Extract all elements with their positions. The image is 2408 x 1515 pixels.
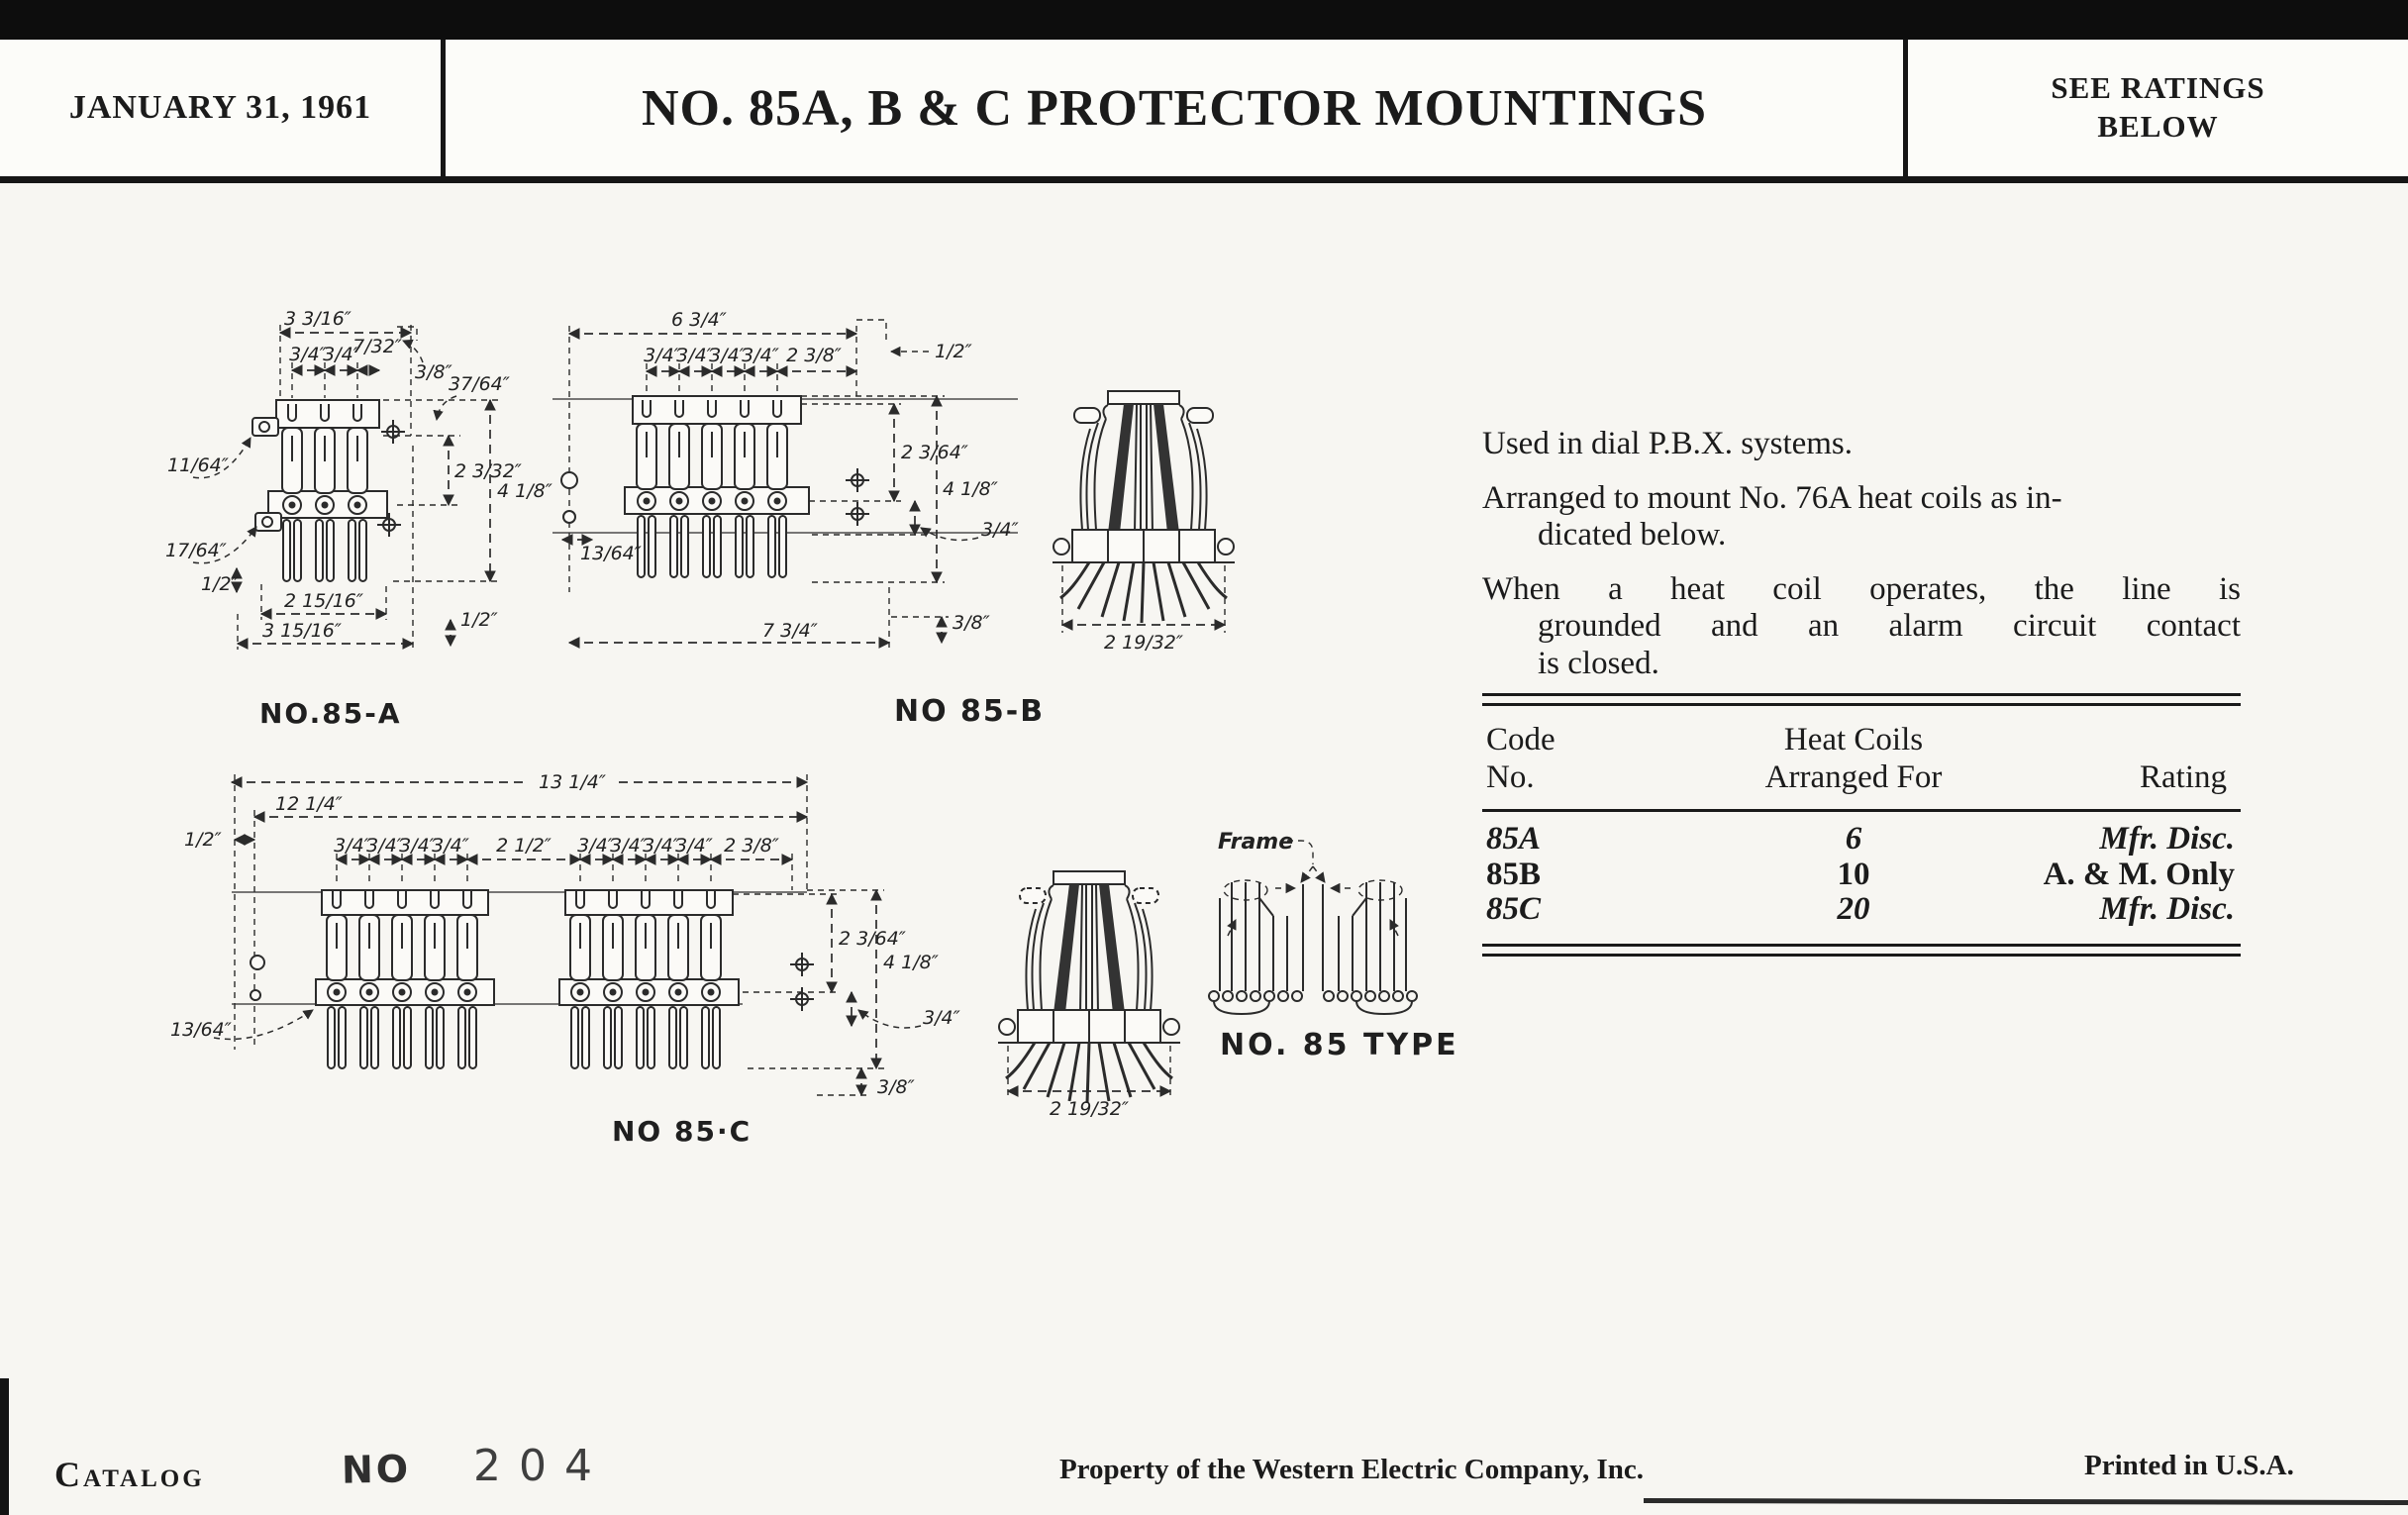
- table-header-row: [1482, 706, 2241, 809]
- note-operation: [1482, 571, 2241, 683]
- notes: [1482, 426, 2241, 700]
- note-operation-line2: grounded and an alarm circuit contact: [1538, 608, 2241, 645]
- dim-label: 13/64″: [170, 1019, 232, 1041]
- dim-label: 3/4″: [289, 344, 327, 365]
- dim-label: 4 1/8″: [943, 478, 998, 500]
- col-header-rating: Rating: [2140, 758, 2227, 795]
- dim-label: 4 1/8″: [497, 480, 552, 502]
- figure-85c-label: NO 85·C: [612, 1115, 752, 1148]
- property-notice: Property of the Western Electric Company, Inc.: [1058, 1454, 1645, 1485]
- dim-label: 2 3/8″: [786, 345, 842, 366]
- dim-label: 3/4″: [675, 835, 713, 857]
- scan-top-edge: [0, 0, 2408, 40]
- figure-85b-drawing: [552, 290, 1048, 746]
- dim-label: 7/32″: [352, 336, 402, 357]
- dim-label: 2 3/8″: [724, 835, 779, 857]
- dim-label: 3/4″: [981, 519, 1019, 541]
- dim-label: 3/8″: [415, 361, 452, 383]
- catalog-label: Catalog: [54, 1455, 205, 1494]
- ratings-note-line2: BELOW: [2097, 109, 2219, 144]
- frame-callout-label: Frame: [1218, 830, 1294, 855]
- figure-type-label: NO. 85 TYPE: [1220, 1028, 1459, 1062]
- catalog-number-stamp: 204: [473, 1441, 610, 1491]
- dim-label: 37/64″: [449, 373, 510, 395]
- dim-label: 3/4″: [676, 345, 714, 366]
- dim-label: 3/8″: [877, 1076, 915, 1098]
- dim-label: 3/4″: [577, 835, 615, 857]
- dim-label: 3/4″: [334, 835, 371, 857]
- col-header-heat-coils: Heat Coils Arranged For: [1764, 722, 1943, 795]
- dim-label: 2 19/32″: [1104, 632, 1183, 654]
- dim-label: 3 3/16″: [284, 308, 351, 330]
- dim-label: 1/2″: [201, 573, 239, 595]
- dim-label: 3/4″: [742, 345, 779, 366]
- figure-85a-drawing: [163, 287, 579, 753]
- header: [0, 40, 2408, 183]
- protector-pictorial-upper: [1045, 389, 1243, 655]
- dim-label: 2 1/2″: [496, 835, 552, 857]
- catalog-no-stamp: NO: [341, 1447, 412, 1492]
- table-body: [1482, 812, 2241, 944]
- dim-label: 3/4″: [399, 835, 437, 857]
- scan-bottom-line: [1644, 1498, 2408, 1505]
- figure-85b-label: NO 85-B: [894, 694, 1046, 729]
- col-header-code: Code No.: [1486, 722, 1555, 795]
- dim-label: 12 1/4″: [275, 793, 343, 815]
- dim-label: 11/64″: [167, 454, 229, 476]
- dim-label: 1/2″: [460, 609, 498, 631]
- ratings-table: [1482, 693, 2241, 957]
- dim-label: 3/4″: [709, 345, 747, 366]
- note-heat-coils: [1482, 480, 2241, 555]
- table-rule-top: [1482, 693, 2241, 706]
- dim-label: 3/4″: [323, 344, 360, 365]
- table-row: 85B 10 A. & M. Only: [1486, 856, 2235, 892]
- dim-label: 1/2″: [935, 341, 972, 362]
- header-ratings-cell: [1903, 40, 2408, 176]
- note-operation-line1: When a heat coil operates, the line is: [1482, 570, 2241, 607]
- dim-label: 7 3/4″: [762, 620, 818, 642]
- dim-label: 2 3/32″: [454, 460, 522, 482]
- frame-schematic: [1204, 825, 1437, 1018]
- figure-85a-label: NO.85-A: [259, 697, 402, 730]
- scan-corner-left: [0, 1378, 9, 1515]
- ratings-note-line1: SEE RATINGS: [2051, 70, 2265, 106]
- header-date-cell: [0, 40, 446, 176]
- dim-label: 4 1/8″: [883, 952, 939, 973]
- dim-label: 3/4″: [610, 835, 648, 857]
- dim-label: 3/4″: [644, 345, 681, 366]
- dim-label: 3/8″: [953, 612, 990, 634]
- dim-label: 3/4″: [923, 1007, 960, 1029]
- dim-label: 3/4″: [366, 835, 404, 857]
- note-heat-coils-line2: dicated below.: [1538, 517, 1727, 554]
- table-row: 85A 6 Mfr. Disc.: [1486, 820, 2235, 857]
- table-row: 85C 20 Mfr. Disc.: [1486, 891, 2235, 928]
- dim-label: 1/2″: [184, 829, 222, 851]
- dim-label: 6 3/4″: [671, 309, 727, 331]
- dim-label: 2 3/64″: [839, 928, 906, 950]
- note-heat-coils-line1: Arranged to mount No. 76A heat coils as in-: [1482, 479, 2062, 516]
- dim-label: 2 3/64″: [901, 442, 968, 463]
- dim-label: 2 19/32″: [1050, 1098, 1129, 1119]
- header-title-cell: [446, 40, 1903, 176]
- dim-label: 17/64″: [165, 540, 227, 561]
- dim-label: 13/64″: [580, 543, 642, 564]
- dim-label: 13 1/4″: [539, 771, 606, 793]
- figure-85c-drawing: [168, 760, 1000, 1176]
- note-usage: Used in dial P.B.X. systems.: [1482, 426, 1854, 461]
- issue-date: JANUARY 31, 1961: [68, 89, 372, 126]
- dim-label: 3/4″: [432, 835, 469, 857]
- note-operation-line3: is closed.: [1538, 646, 1659, 682]
- dim-label: 3 15/16″: [262, 620, 342, 642]
- protector-pictorial-lower: [990, 869, 1188, 1119]
- table-rule-bottom: [1482, 944, 2241, 957]
- printed-notice: Printed in U.S.A.: [2084, 1450, 2294, 1481]
- dim-label: 2 15/16″: [284, 590, 363, 612]
- page-title: NO. 85A, B & C PROTECTOR MOUNTINGS: [641, 79, 1707, 137]
- dim-label: 3/4″: [643, 835, 680, 857]
